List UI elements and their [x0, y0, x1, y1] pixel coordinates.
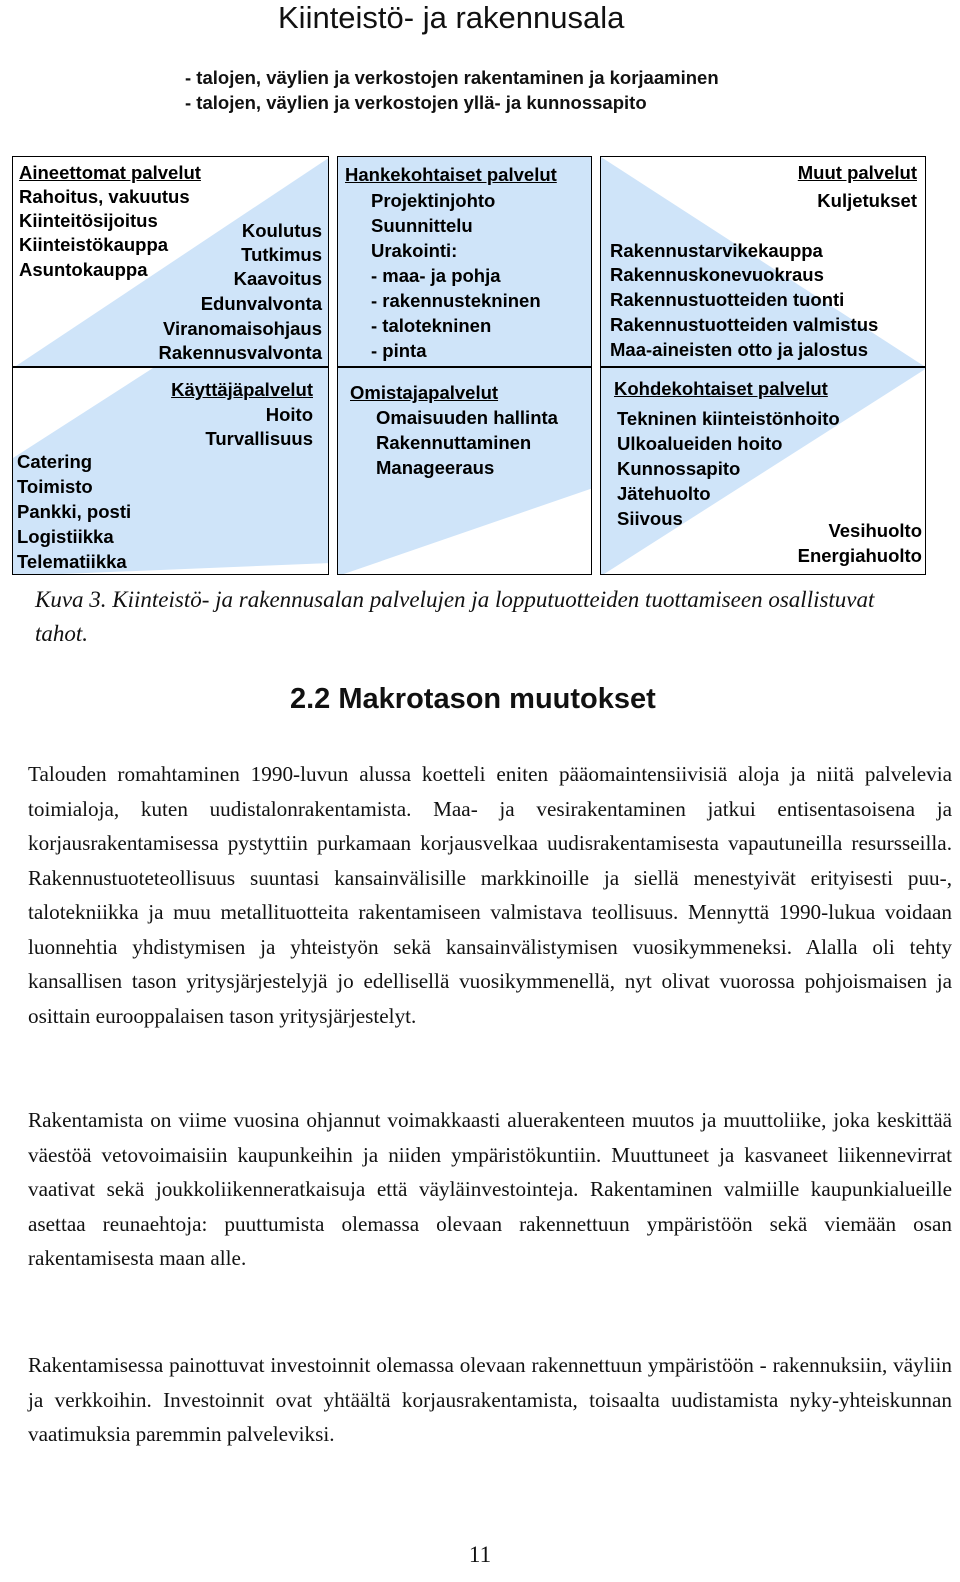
page-number: 11	[468, 1542, 492, 1567]
owner-item: Omaisuuden hallinta	[376, 407, 558, 428]
body-paragraph: Talouden romahtaminen 1990-luvun alussa koetteli eniten pääomaintensiivisiä aloja ja niitä palvelevia toimialoja, kuten uudistalonrakentamista. Maa- ja vesirakentaminen jatkui entisentasoisena ja korjausrakentamisessa pystyttiin purkamaan korjausvelkaa uudisrakentamisesta vapautuneilla resursseilla. Rakennustuoteteollisuus suuntasi kansainvälisille markkinoille ja siellä menestyivät erityisesti puu-, talotekniikka ja muu metallituotteita rakentamiseen valmistava teollisuus. Mennyttä 1990-lukua voidaan luonnehtia yhdistymisen ja yhteistyön sekä kansainvälistymisen vuosikymmeneksi. Alalla oli tehty kansallisen tason yritysjärjestelyjä jo edellisellä vuosikymmenellä, nyt olivat vuorossa pohjoismaisen ja osittain eurooppalaisen tason yritysjärjestelyt.	[28, 762, 952, 1028]
panel-intangible-services	[12, 156, 329, 367]
other-item: Rakennustuotteiden valmistus	[610, 314, 879, 335]
user-item: Telematiikka	[17, 551, 127, 572]
intangible-item: Rahoitus, vakuutus	[19, 186, 190, 207]
intangible-item-right: Edunvalvonta	[200, 293, 322, 314]
body-paragraph: Rakentamista on viime vuosina ohjannut voimakkaasti aluerakenteen muutos ja muuttoliike, joka keskittää väestöä vetovoimaisiin kaupunkeihin ja niiden ympäristökuntiin. Muuttuneet ja kasvaneet liikennevirrat vaativat sekä joukkoliikenneratkaisuja että väyläinvestointeja. Rakentaminen valmiille kaupunkialueille asettaa reunaehtoja: puuttumista olemassa olevaan rakennettuun ympäristöön sekä viemään osan rakentamisesta maan alle.	[28, 1108, 952, 1270]
user-item: Catering	[17, 451, 93, 472]
other-item: Rakennuskonevuokraus	[610, 264, 824, 285]
intangible-item: Kiinteistökauppa	[19, 234, 169, 255]
object-item: Jätehuolto	[617, 483, 711, 504]
project-item: Projektinjohto	[371, 190, 496, 211]
object-item-right: Energiahuolto	[797, 545, 922, 566]
page-title: Kiinteistö- ja rakennusala	[278, 0, 625, 35]
intangible-item-right: Rakennusvalvonta	[158, 342, 322, 363]
object-item: Siivous	[617, 508, 683, 529]
intangible-heading: Aineettomat palvelut	[19, 162, 201, 183]
object-item: Tekninen kiinteistönhoito	[617, 408, 840, 429]
user-item-right: Turvallisuus	[205, 428, 313, 449]
figure-caption: Kuva 3. Kiinteistö- ja rakennusalan palvelujen ja lopputuotteiden tuottamiseen osallistuvat tahot.	[35, 587, 875, 646]
panel-owner-services	[337, 367, 592, 575]
intangible-item-right: Tutkimus	[241, 244, 322, 265]
object-item: Kunnossapito	[617, 458, 741, 479]
other-heading: Muut palvelut	[797, 162, 917, 183]
project-item: Urakointi:	[371, 240, 458, 261]
project-sub-item: - talotekninen	[371, 315, 492, 336]
user-item: Pankki, posti	[17, 501, 132, 522]
subtitle-line-1: - talojen, väylien ja verkostojen rakentaminen ja korjaaminen	[185, 67, 719, 88]
panel-project-services	[337, 156, 592, 367]
user-item: Toimisto	[17, 476, 93, 497]
panel-other-services	[600, 156, 926, 367]
owner-item: Manageeraus	[376, 457, 495, 478]
intangible-item-right: Koulutus	[241, 220, 322, 241]
user-item-right: Hoito	[265, 404, 313, 425]
user-heading: Käyttäjäpalvelut	[171, 379, 313, 400]
section-heading: 2.2 Makrotason muutokset	[290, 683, 656, 715]
intangible-item: Asuntokauppa	[19, 259, 148, 280]
other-item: Rakennustarvikekauppa	[610, 240, 823, 261]
object-item-right: Vesihuolto	[828, 520, 922, 541]
owner-item: Rakennuttaminen	[376, 432, 532, 453]
owner-heading: Omistajapalvelut	[350, 382, 499, 403]
other-item: Maa-aineisten otto ja jalostus	[610, 339, 869, 360]
project-sub-item: - maa- ja pohja	[371, 265, 501, 286]
subtitle-line-2: - talojen, väylien ja verkostojen yllä- ja kunnossapito	[185, 92, 647, 113]
object-item: Ulkoalueiden hoito	[617, 433, 783, 454]
other-item: Rakennustuotteiden tuonti	[610, 289, 845, 310]
other-item-top: Kuljetukset	[817, 190, 917, 211]
intangible-item-right: Viranomaisohjaus	[162, 318, 322, 339]
project-heading: Hankekohtaiset palvelut	[345, 164, 557, 185]
body-paragraph: Rakentamisessa painottuvat investoinnit olemassa olevaan rakennettuun ympäristöön - rakennuksiin, väyliin ja verkkoihin. Investoinnit ovat yhtäältä korjausrakentamista, toisaalta uudistamista nyky-yhteiskunnan vaatimuksia paremmin palveleviksi.	[28, 1353, 952, 1446]
project-sub-item: - rakennustekninen	[371, 290, 541, 311]
project-sub-item: - pinta	[371, 340, 427, 361]
panel-object-services	[600, 367, 926, 575]
user-item: Logistiikka	[17, 526, 114, 547]
intangible-item: Kiinteitösijoitus	[19, 210, 158, 231]
panel-user-services	[12, 367, 329, 575]
object-heading: Kohdekohtaiset palvelut	[614, 378, 828, 399]
intangible-item-right: Kaavoitus	[233, 268, 322, 289]
project-item: Suunnittelu	[371, 215, 473, 236]
